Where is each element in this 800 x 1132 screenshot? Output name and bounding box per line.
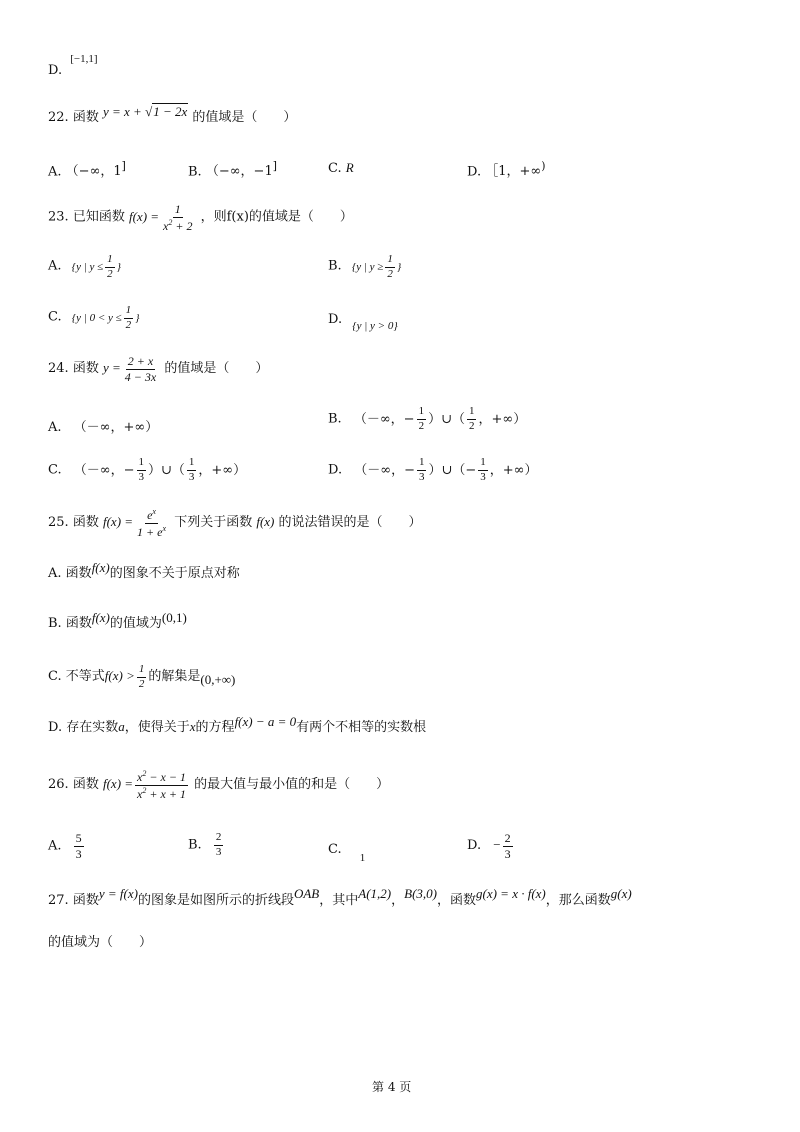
q26-option-c[interactable] bbox=[328, 842, 366, 864]
q23-option-c[interactable] bbox=[48, 305, 140, 331]
option-text: 的值域为 bbox=[109, 616, 162, 631]
option-label: B. bbox=[188, 837, 202, 853]
stem-text: 下列关于函数 bbox=[174, 515, 253, 531]
option-text: 的解集是 bbox=[148, 669, 201, 685]
q26-stem bbox=[48, 770, 389, 800]
q24-option-b[interactable] bbox=[328, 406, 526, 432]
stem-text: 函数 bbox=[72, 515, 99, 531]
option-label: C. bbox=[328, 842, 342, 857]
option-label: A. bbox=[48, 164, 62, 180]
q22-option-b[interactable] bbox=[188, 160, 277, 179]
q23-option-d[interactable] bbox=[328, 312, 398, 332]
option-label: C. bbox=[328, 161, 342, 176]
option-text: $\frac{5}{3}$ bbox=[75, 831, 82, 861]
fx-def: y = f(x) bbox=[98, 886, 138, 901]
gx-symbol: g(x) bbox=[610, 886, 632, 901]
option-label: B. bbox=[48, 616, 62, 631]
question-number: 26. bbox=[48, 777, 69, 793]
stem-text: 的值域是（ ） bbox=[192, 110, 297, 125]
segment-oab: OAB bbox=[293, 886, 320, 901]
option-label: A. bbox=[48, 566, 62, 581]
option-text: （−∞，−1] bbox=[205, 160, 277, 180]
stem-text: 函数 bbox=[72, 110, 99, 125]
option-label: D. bbox=[467, 838, 482, 854]
stem-text: ，函数 bbox=[436, 893, 476, 908]
q23-option-a[interactable] bbox=[48, 254, 121, 280]
option-text: 函数 bbox=[65, 566, 92, 581]
option-label: D. bbox=[467, 164, 482, 180]
point-b: B(3,0) bbox=[404, 886, 437, 901]
option-value: (0,+∞) bbox=[200, 672, 236, 688]
option-label: D. bbox=[48, 720, 63, 735]
option-text: 不等式 bbox=[65, 669, 105, 685]
q21-option-d bbox=[48, 50, 98, 78]
option-label: D. bbox=[328, 312, 343, 327]
option-text: {y | 0 < y ≤ $\frac{1}{2}$ } bbox=[71, 304, 140, 331]
option-text: 的方程 bbox=[195, 720, 235, 735]
q26-formula: f(x) = $\frac{x^2 - x - 1}{x^2 + x + 1}$ bbox=[102, 769, 186, 801]
q27-stem-line2 bbox=[48, 936, 152, 949]
stem-text: 的说法错误的是（ ） bbox=[278, 515, 422, 531]
option-label: D. bbox=[328, 462, 343, 478]
q26-option-b[interactable] bbox=[188, 832, 225, 858]
q24-option-d[interactable] bbox=[328, 457, 538, 483]
fx-symbol: f(x) bbox=[91, 560, 110, 575]
option-text: （−∞，1] bbox=[65, 160, 126, 180]
q24-option-c[interactable] bbox=[48, 457, 246, 483]
q25-option-c[interactable] bbox=[48, 664, 235, 690]
option-label: C. bbox=[48, 669, 62, 685]
question-number: 25. bbox=[48, 515, 69, 531]
q25-option-d[interactable] bbox=[48, 716, 426, 735]
q23-formula: f(x) = $\frac{1}{x^2 + 2}$ bbox=[128, 202, 193, 233]
option-text: {y | y ≥ $\frac{1}{2}$ } bbox=[351, 253, 402, 280]
q23-option-b[interactable] bbox=[328, 254, 401, 280]
q26-option-d[interactable] bbox=[467, 832, 515, 860]
q24-formula: y = $\frac{2 + x}{4 - 3x}$ bbox=[102, 354, 157, 384]
q24-stem bbox=[48, 355, 268, 383]
option-value: (0,1) bbox=[161, 610, 187, 625]
option-text: （－∞，+∞） bbox=[73, 420, 159, 435]
option-text: （－∞，− $\frac{1}{2}$ ）∪（ $\frac{1}{2}$ ，+∞） bbox=[353, 405, 527, 432]
question-number: 23. bbox=[48, 209, 69, 225]
option-text: ［1，+∞) bbox=[485, 160, 546, 180]
option-text: 1 bbox=[359, 852, 366, 864]
option-label: A. bbox=[48, 258, 62, 274]
stem-text: 已知函数 bbox=[72, 209, 125, 225]
var-a: a bbox=[118, 719, 125, 734]
option-label: A. bbox=[48, 838, 62, 854]
q22-formula: y = x + √1 − 2x bbox=[102, 104, 188, 119]
point-a: A(1,2) bbox=[358, 886, 392, 901]
option-label: C. bbox=[48, 309, 62, 325]
q25-option-a[interactable] bbox=[48, 562, 240, 581]
option-text: （－∞，− $\frac{1}{3}$ ）∪（− $\frac{1}{3}$ ，+∞） bbox=[354, 456, 538, 483]
option-text: 存在实数 bbox=[66, 720, 119, 735]
page-number: 第 4 页 bbox=[372, 1080, 412, 1094]
option-label: C. bbox=[48, 462, 62, 478]
stem-text: 的值域是（ ） bbox=[164, 361, 269, 377]
option-text: {y | y ≤ $\frac{1}{2}$ } bbox=[71, 253, 122, 280]
stem-text: 函数 bbox=[72, 361, 99, 377]
q27-stem bbox=[48, 886, 632, 908]
stem-text: ，则f(x)的值域是（ ） bbox=[200, 209, 353, 225]
stem-text: ， bbox=[391, 893, 405, 908]
q24-option-a[interactable] bbox=[48, 416, 158, 435]
option-label: B. bbox=[328, 411, 342, 427]
option-text: R bbox=[345, 160, 354, 175]
option-text: − $\frac{2}{3}$ bbox=[493, 831, 511, 861]
stem-text: 的图象是如图所示的折线段 bbox=[137, 893, 294, 908]
option-label: B. bbox=[188, 164, 202, 180]
option-text: 的图象不关于原点对称 bbox=[109, 566, 240, 581]
option-text: {y | y > 0} bbox=[352, 320, 398, 332]
option-value: [−1,1] bbox=[70, 53, 98, 65]
gx-def: g(x) = x · f(x) bbox=[476, 886, 546, 901]
q22-option-a[interactable] bbox=[48, 160, 126, 179]
question-number: 22. bbox=[48, 110, 69, 125]
option-label: B. bbox=[328, 258, 342, 274]
stem-text: 函数 bbox=[72, 893, 99, 908]
stem-text: 的最大值与最小值的和是（ ） bbox=[194, 777, 390, 793]
q22-option-d[interactable] bbox=[467, 160, 545, 179]
fx-symbol: f(x) bbox=[256, 514, 275, 530]
q26-option-a[interactable] bbox=[48, 832, 86, 860]
option-text: 函数 bbox=[65, 616, 92, 631]
stem-text: 函数 bbox=[72, 777, 99, 793]
question-number: 24. bbox=[48, 361, 69, 377]
q22-stem bbox=[48, 104, 297, 125]
var-x: x bbox=[189, 719, 196, 734]
q25-formula: f(x) = $\frac{e^x}{1 + e^x}$ bbox=[102, 507, 167, 539]
option-text: 有两个不相等的实数根 bbox=[296, 720, 427, 735]
question-number: 27. bbox=[48, 893, 69, 908]
q22-option-c[interactable] bbox=[328, 160, 354, 176]
equation: f(x) − a = 0 bbox=[234, 714, 297, 729]
option-text: ，使得关于 bbox=[124, 720, 190, 735]
stem-text: ，其中 bbox=[319, 893, 359, 908]
option-text: （－∞，− $\frac{1}{3}$ ）∪（ $\frac{1}{3}$ ，+∞） bbox=[73, 456, 247, 483]
q25-option-b[interactable] bbox=[48, 612, 187, 631]
fx-symbol: f(x) bbox=[91, 610, 110, 625]
stem-text: ，那么函数 bbox=[545, 893, 611, 908]
q23-stem bbox=[48, 203, 353, 232]
option-text: $\frac{2}{3}$ bbox=[215, 831, 222, 858]
option-label: A. bbox=[48, 420, 62, 435]
option-label: D. bbox=[48, 63, 63, 78]
q25-stem bbox=[48, 508, 422, 538]
inequality: f(x) > $\frac{1}{2}$ bbox=[104, 663, 145, 690]
stem-text: 的值域为（ ） bbox=[48, 935, 153, 950]
